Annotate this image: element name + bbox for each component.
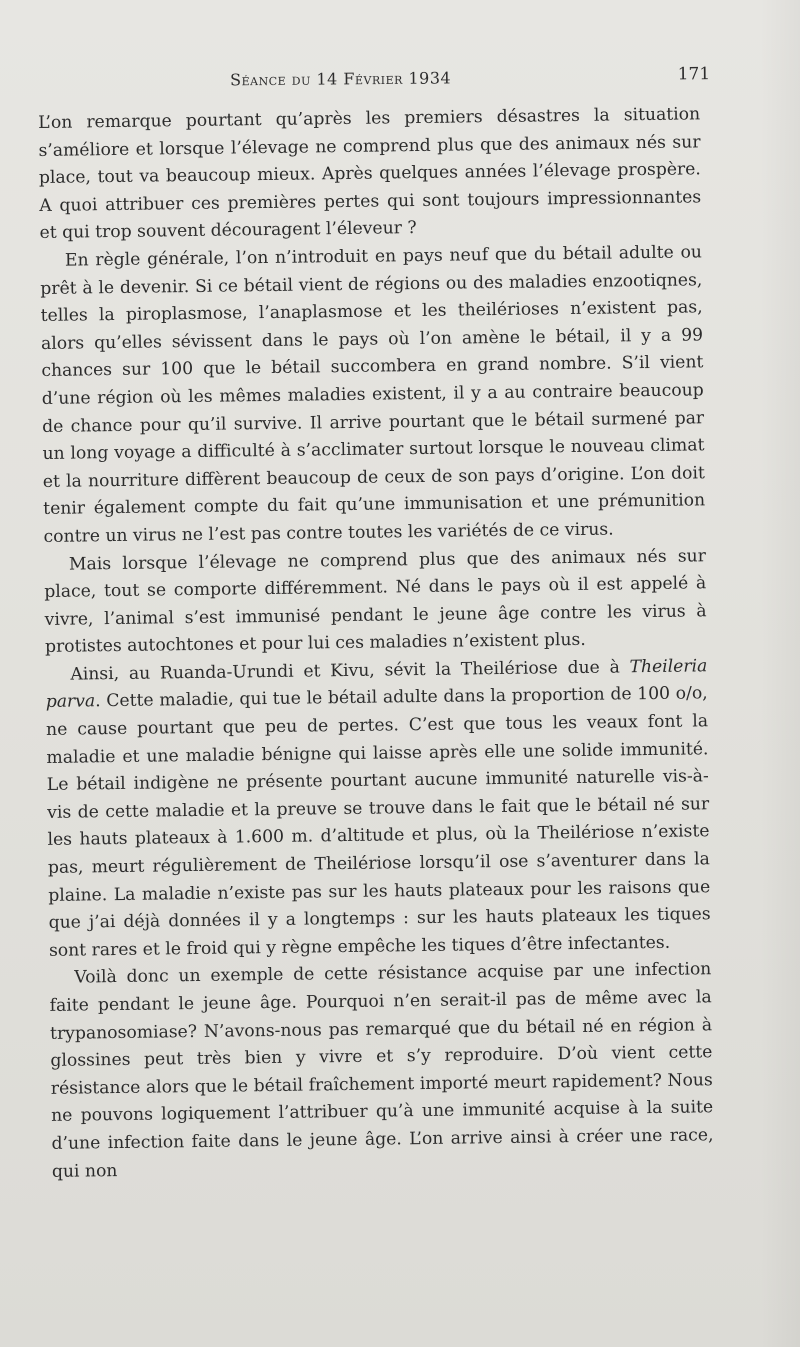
page-number: 171 [677, 64, 711, 85]
body-text [38, 101, 714, 1186]
paragraph-1: L’on remarque pourtant qu’après les premiers désastres la situation s’améliore et lorsque l’élevage ne comprend plus que des animaux nés sur place, tout va beaucoup mieux. Après quelques années l’élevage prospère. A quoi attribuer ces premières pertes qui sont toujours impressionnantes et qui trop souvent découragent l’éleveur ? [38, 104, 702, 244]
paragraph-4-start: Ainsi, au Ruanda-Urundi et Kivu, sévit la Theilériose due à [70, 657, 630, 685]
species-name: Theileria parva [45, 656, 708, 713]
paragraph-4-rest: . Cette maladie, qui tue le bétail adulte dans la proportion de 100 o/o, ne cause pourtant que peu de pertes. C’est que tous les veaux font la maladie et une maladie bénigne qui laisse après elle une solide immunité. Le bétail indigène ne présente pourtant aucune immunité naturelle vis-à-vis de cette maladie et la preuve se trouve dans le fait que le bétail né sur les hauts plateaux à 1.600 m. d’altitude et plus, où la Theilériose n’existe pas, meurt régulièrement de Theilériose lorsqu’il ose s’aventurer dans la plaine. La maladie n’existe pas sur les hauts plateaux pour les raisons que que j’ai déjà données il y a longtemps : sur les hauts plateaux les tiques sont rares et le froid qui y règne empêche les tiques d’être infectantes. [45, 683, 711, 961]
running-head: Séance du 14 Février 1934 [230, 68, 452, 90]
paragraph-2: En règle générale, l’on n’introduit en pays neuf que du bétail adulte ou prêt à le devenir. Si ce bétail vient de régions ou des maladies enzootiqnes, telles la piroplasmose, l’anaplasmose et les theilérioses n’existent pas, alors qu’elles sévissent dans le pays où l’on amène le bétail, il y a 99 chances sur 100 que le bétail succombera en grand nombre. S’il vient d’une région où les mêmes maladies existent, il y a au contraire beaucoup de chance pour qu’il survive. Il arrive pourtant que le bétail surmené par un long voyage a difficulté à s’acclimater surtout lorsque le nouveau climat et la nourriture diffèrent beaucoup de ceux de son pays d’origine. L’on doit tenir également compte du fait qu’une immunisation et une prémunition contre un virus ne l’est pas contre toutes les variétés de ce virus. [40, 242, 706, 547]
paragraph-4 [45, 653, 711, 965]
paragraph-5: Voilà donc un exemple de cette résistance acquise par une infection faite pendant le jeune âge. Pourquoi n’en serait-il pas de même avec la trypanosomiase? N’avons-nous pas remarqué que du bétail né en région à glossines peut très bien y vivre et s’y reproduire. D’où vient cette résistance alors que le bétail fraîchement importé meurt rapidement? Nous ne pouvons logiquement l’attribuer qu’à une immunité acquise à la suite d’une infection faite dans le jeune âge. L’on arrive ainsi à créer une race, qui non [49, 959, 714, 1182]
paragraph-3: Mais lorsque l’élevage ne comprend plus que des animaux nés sur place, tout se comporte différemment. Né dans le pays où il est appelé à vivre, l’animal s’est immunisé pendant le jeune âge contre les virus à protistes autochtones et pour lui ces maladies n’existent plus. [44, 545, 707, 658]
page-header [40, 60, 710, 96]
